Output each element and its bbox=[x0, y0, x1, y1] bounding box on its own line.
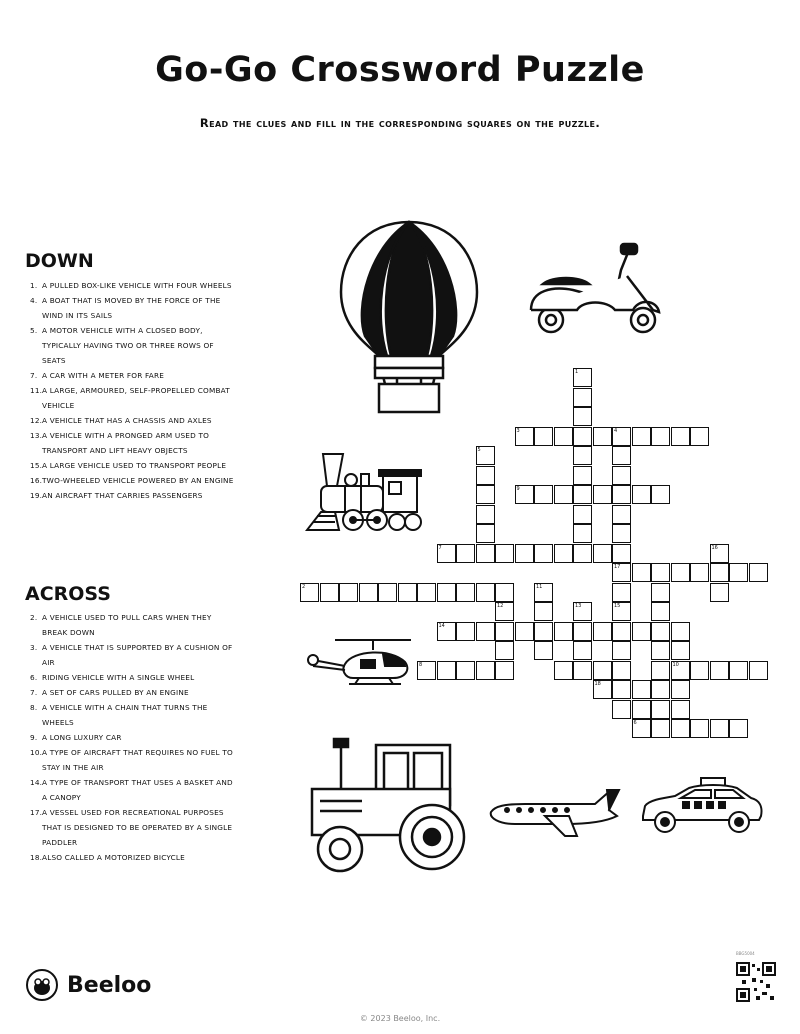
crossword-cell[interactable] bbox=[554, 485, 573, 504]
crossword-cell[interactable] bbox=[612, 700, 631, 719]
clue-text: RIDING VEHICLE WITH A SINGLE WHEEL bbox=[42, 673, 195, 682]
crossword-cell[interactable] bbox=[612, 544, 631, 563]
crossword-cell[interactable] bbox=[437, 661, 456, 680]
clue-text: A VEHICLE WITH A CHAIN THAT TURNS THE WHEELS bbox=[42, 703, 208, 727]
crossword-cell[interactable] bbox=[476, 446, 495, 465]
across-clue bbox=[30, 610, 235, 640]
clue-text: A VEHICLE THAT IS SUPPORTED BY A CUSHION OF AIR bbox=[42, 643, 233, 667]
crossword-cell[interactable] bbox=[729, 563, 748, 582]
cell-number: 6 bbox=[633, 720, 637, 726]
crossword-cell[interactable] bbox=[651, 719, 670, 738]
clue-text: A CAR WITH A METER FOR FARE bbox=[42, 371, 165, 380]
cell-number: 1 bbox=[575, 369, 579, 375]
crossword-cell[interactable] bbox=[339, 583, 358, 602]
crossword-cell[interactable] bbox=[573, 602, 592, 621]
across-clue bbox=[30, 700, 235, 730]
crossword-cell[interactable] bbox=[534, 544, 553, 563]
clue-text: TWO-WHEELED VEHICLE POWERED BY AN ENGINE bbox=[42, 476, 234, 485]
clue-number: 4. bbox=[30, 296, 38, 305]
clue-text: A TYPE OF TRANSPORT THAT USES A BASKET AND A CANOPY bbox=[42, 778, 233, 802]
crossword-cell[interactable] bbox=[651, 563, 670, 582]
cell-number: 13 bbox=[575, 603, 582, 609]
crossword-cell[interactable] bbox=[476, 661, 495, 680]
crossword-cell[interactable] bbox=[495, 641, 514, 660]
clue-text: A VEHICLE WITH A PRONGED ARM USED TO TRANSPORT AND LIFT HEAVY OBJECTS bbox=[42, 431, 210, 455]
crossword-cell[interactable] bbox=[612, 622, 631, 641]
crossword-cell[interactable] bbox=[573, 524, 592, 543]
scooter-illustration bbox=[523, 240, 665, 336]
clue-number: 18. bbox=[30, 853, 43, 862]
clue-number: 13. bbox=[30, 431, 43, 440]
clue-text: A LONG LUXURY CAR bbox=[42, 733, 122, 742]
across-clue bbox=[30, 745, 235, 775]
crossword-cell[interactable] bbox=[690, 563, 709, 582]
page-title: Go-Go Crossword Puzzle bbox=[155, 50, 645, 90]
clue-number: 19. bbox=[30, 491, 43, 500]
crossword-cell[interactable] bbox=[729, 719, 748, 738]
clue-number: 1. bbox=[30, 281, 38, 290]
crossword-cell[interactable] bbox=[632, 485, 651, 504]
crossword-cell[interactable] bbox=[593, 485, 612, 504]
crossword-cell[interactable] bbox=[534, 622, 553, 641]
clue-number: 17. bbox=[30, 808, 43, 817]
crossword-cell[interactable] bbox=[651, 680, 670, 699]
clue-number: 9. bbox=[30, 733, 38, 742]
crossword-cell[interactable] bbox=[593, 427, 612, 446]
across-clue-list bbox=[30, 610, 235, 865]
crossword-cell[interactable] bbox=[554, 427, 573, 446]
crossword-cell[interactable] bbox=[476, 583, 495, 602]
down-clue bbox=[30, 278, 235, 293]
crossword-cell[interactable] bbox=[651, 661, 670, 680]
crossword-cell[interactable] bbox=[690, 427, 709, 446]
crossword-cell[interactable] bbox=[612, 446, 631, 465]
down-clue-list bbox=[30, 278, 235, 503]
crossword-cell[interactable] bbox=[573, 505, 592, 524]
down-clue bbox=[30, 428, 235, 458]
crossword-cell[interactable] bbox=[476, 485, 495, 504]
clue-text: A LARGE VEHICLE USED TO TRANSPORT PEOPLE bbox=[42, 461, 227, 470]
crossword-cell[interactable] bbox=[573, 427, 592, 446]
cell-number: 16 bbox=[711, 544, 718, 551]
page-subtitle: Read the clues and fill in the corresponding squares on the puzzle. bbox=[199, 116, 601, 130]
clue-number: 5. bbox=[30, 326, 38, 335]
hot-air-balloon-illustration bbox=[335, 218, 483, 418]
crossword-cell[interactable] bbox=[515, 544, 534, 563]
cell-number: 5 bbox=[477, 447, 481, 453]
crossword-cell[interactable] bbox=[651, 622, 670, 641]
cell-number: 3 bbox=[516, 427, 520, 434]
cell-number: 12 bbox=[497, 603, 504, 609]
crossword-cell[interactable] bbox=[671, 700, 690, 719]
clue-text: AN AIRCRAFT THAT CARRIES PASSENGERS bbox=[42, 491, 203, 500]
copyright-text: © 2023 Beeloo, Inc. bbox=[359, 1014, 441, 1023]
crossword-cell[interactable] bbox=[710, 583, 729, 602]
across-clue bbox=[30, 775, 235, 805]
crossword-cell[interactable] bbox=[534, 583, 553, 602]
crossword-cell[interactable] bbox=[632, 700, 651, 719]
crossword-cell[interactable] bbox=[612, 602, 631, 621]
crossword-cell[interactable] bbox=[651, 700, 670, 719]
cell-number: 14 bbox=[438, 622, 445, 629]
crossword-cell[interactable] bbox=[476, 466, 495, 485]
crossword-cell[interactable] bbox=[554, 622, 573, 641]
crossword-cell[interactable] bbox=[417, 661, 436, 680]
clue-number: 12. bbox=[30, 416, 43, 425]
crossword-cell[interactable] bbox=[534, 641, 553, 660]
crossword-cell[interactable] bbox=[749, 563, 768, 582]
crossword-cell[interactable] bbox=[515, 622, 534, 641]
clue-number: 14. bbox=[30, 778, 43, 787]
down-clue bbox=[30, 413, 235, 428]
clue-text: A VEHICLE THAT HAS A CHASSIS AND AXLES bbox=[42, 416, 212, 425]
cell-number: 2 bbox=[302, 583, 306, 590]
clue-text: A BOAT THAT IS MOVED BY THE FORCE OF THE WIND IN ITS SAILS bbox=[42, 296, 221, 320]
crossword-cell[interactable] bbox=[476, 544, 495, 563]
crossword-cell[interactable] bbox=[359, 583, 378, 602]
crossword-cell[interactable] bbox=[456, 583, 475, 602]
cell-number: 7 bbox=[438, 544, 442, 551]
crossword-cell[interactable] bbox=[671, 641, 690, 660]
helicopter-illustration bbox=[305, 636, 413, 688]
tractor-illustration bbox=[306, 737, 468, 873]
crossword-cell[interactable] bbox=[476, 622, 495, 641]
crossword-cell[interactable] bbox=[456, 622, 475, 641]
across-clue bbox=[30, 685, 235, 700]
crossword-cell[interactable] bbox=[612, 485, 631, 504]
across-heading: ACROSS bbox=[25, 583, 111, 605]
down-clue bbox=[30, 293, 235, 323]
clue-text: A VESSEL USED FOR RECREATIONAL PURPOSES THAT IS DESIGNED TO BE OPERATED BY A SINGLE PADDLER bbox=[42, 808, 233, 847]
down-heading: DOWN bbox=[25, 250, 94, 272]
steam-train-illustration bbox=[305, 450, 433, 536]
clue-text: ALSO CALLED A MOTORIZED BICYCLE bbox=[42, 853, 185, 862]
crossword-cell[interactable] bbox=[534, 427, 553, 446]
crossword-cell[interactable] bbox=[456, 544, 475, 563]
down-clue bbox=[30, 488, 235, 503]
cell-number: 4 bbox=[614, 427, 618, 434]
brand-logo bbox=[25, 968, 151, 1002]
crossword-cell[interactable] bbox=[554, 544, 573, 563]
crossword-cell[interactable] bbox=[632, 563, 651, 582]
crossword-cell[interactable] bbox=[593, 622, 612, 641]
crossword-cell[interactable] bbox=[495, 544, 514, 563]
crossword-cell[interactable] bbox=[573, 661, 592, 680]
crossword-cell[interactable] bbox=[515, 485, 534, 504]
crossword-cell[interactable] bbox=[476, 524, 495, 543]
crossword-cell[interactable] bbox=[710, 719, 729, 738]
cell-number: 8 bbox=[419, 661, 423, 668]
crossword-cell[interactable] bbox=[671, 622, 690, 641]
crossword-cell[interactable] bbox=[534, 602, 553, 621]
crossword-cell[interactable] bbox=[632, 719, 651, 738]
crossword-cell[interactable] bbox=[476, 505, 495, 524]
crossword-cell[interactable] bbox=[632, 622, 651, 641]
down-clue bbox=[30, 368, 235, 383]
crossword-cell[interactable] bbox=[729, 661, 748, 680]
crossword-cell[interactable] bbox=[300, 583, 319, 602]
crossword-cell[interactable] bbox=[612, 680, 631, 699]
crossword-cell[interactable] bbox=[398, 583, 417, 602]
crossword-cell[interactable] bbox=[671, 719, 690, 738]
crossword-cell[interactable] bbox=[651, 641, 670, 660]
crossword-cell[interactable] bbox=[495, 661, 514, 680]
clue-text: A TYPE OF AIRCRAFT THAT REQUIRES NO FUEL TO STAY IN THE AIR bbox=[42, 748, 233, 772]
crossword-cell[interactable] bbox=[612, 466, 631, 485]
clue-number: 2. bbox=[30, 613, 38, 622]
product-code: BBG5004 bbox=[736, 951, 755, 956]
across-clue bbox=[30, 850, 235, 865]
crossword-cell[interactable] bbox=[495, 583, 514, 602]
down-clue bbox=[30, 383, 235, 413]
crossword-cell[interactable] bbox=[573, 622, 592, 641]
crossword-cell[interactable] bbox=[573, 485, 592, 504]
crossword-cell[interactable] bbox=[573, 641, 592, 660]
clue-number: 8. bbox=[30, 703, 38, 712]
clue-number: 6. bbox=[30, 673, 38, 682]
crossword-cell[interactable] bbox=[671, 563, 690, 582]
crossword-cell[interactable] bbox=[651, 485, 670, 504]
cell-number: 17 bbox=[614, 564, 621, 570]
across-clue bbox=[30, 730, 235, 745]
crossword-cell[interactable] bbox=[573, 544, 592, 563]
clue-text: A LARGE, ARMOURED, SELF-PROPELLED COMBAT VEHICLE bbox=[42, 386, 230, 410]
crossword-cell[interactable] bbox=[612, 505, 631, 524]
clue-number: 3. bbox=[30, 643, 38, 652]
crossword-cell[interactable] bbox=[632, 680, 651, 699]
crossword-cell[interactable] bbox=[671, 661, 690, 680]
cell-number: 11 bbox=[536, 583, 543, 590]
clue-number: 7. bbox=[30, 688, 38, 697]
crossword-cell[interactable] bbox=[690, 719, 709, 738]
cell-number: 15 bbox=[614, 603, 621, 609]
down-clue bbox=[30, 473, 235, 488]
crossword-cell[interactable] bbox=[320, 583, 339, 602]
across-clue bbox=[30, 640, 235, 670]
qr-code-icon bbox=[736, 962, 776, 1002]
crossword-cell[interactable] bbox=[593, 680, 612, 699]
airplane-illustration bbox=[485, 786, 625, 840]
brand-name: Beeloo bbox=[67, 972, 152, 998]
crossword-cell[interactable] bbox=[437, 622, 456, 641]
crossword-cell[interactable] bbox=[710, 544, 729, 563]
taxi-illustration bbox=[639, 776, 765, 836]
down-clue bbox=[30, 458, 235, 473]
crossword-cell[interactable] bbox=[612, 583, 631, 602]
crossword-cell[interactable] bbox=[573, 388, 592, 407]
clue-number: 16. bbox=[30, 476, 43, 485]
crossword-cell[interactable] bbox=[593, 544, 612, 563]
crossword-cell[interactable] bbox=[515, 427, 534, 446]
crossword-cell[interactable] bbox=[671, 680, 690, 699]
crossword-cell[interactable] bbox=[495, 602, 514, 621]
clue-text: A PULLED BOX-LIKE VEHICLE WITH FOUR WHEELS bbox=[42, 281, 232, 290]
crossword-cell[interactable] bbox=[554, 661, 573, 680]
crossword-cell[interactable] bbox=[651, 583, 670, 602]
crossword-cell[interactable] bbox=[593, 661, 612, 680]
crossword-cell[interactable] bbox=[573, 466, 592, 485]
crossword-cell[interactable] bbox=[612, 563, 631, 582]
cell-number: 18 bbox=[594, 681, 601, 687]
crossword-cell[interactable] bbox=[671, 427, 690, 446]
crossword-cell[interactable] bbox=[456, 661, 475, 680]
clue-text: A MOTOR VEHICLE WITH A CLOSED BODY, TYPICALLY HAVING TWO OR THREE ROWS OF SEATS bbox=[42, 326, 214, 365]
crossword-cell[interactable] bbox=[437, 583, 456, 602]
crossword-cell[interactable] bbox=[612, 427, 631, 446]
crossword-cell[interactable] bbox=[690, 661, 709, 680]
cell-number: 10 bbox=[672, 661, 679, 668]
across-clue bbox=[30, 805, 235, 850]
crossword-cell[interactable] bbox=[612, 641, 631, 660]
clue-number: 10. bbox=[30, 748, 43, 757]
across-clue bbox=[30, 670, 235, 685]
crossword-cell[interactable] bbox=[573, 368, 592, 387]
down-clue bbox=[30, 323, 235, 368]
clue-number: 11. bbox=[30, 386, 43, 395]
crossword-cell[interactable] bbox=[710, 661, 729, 680]
crossword-cell[interactable] bbox=[651, 602, 670, 621]
crossword-cell[interactable] bbox=[437, 544, 456, 563]
crossword-cell[interactable] bbox=[710, 563, 729, 582]
crossword-cell[interactable] bbox=[632, 427, 651, 446]
crossword-cell[interactable] bbox=[495, 622, 514, 641]
clue-number: 15. bbox=[30, 461, 43, 470]
crossword-cell[interactable] bbox=[749, 661, 768, 680]
crossword-cell[interactable] bbox=[573, 407, 592, 426]
clue-number: 7. bbox=[30, 371, 38, 380]
crossword-cell[interactable] bbox=[534, 485, 553, 504]
crossword-cell[interactable] bbox=[573, 446, 592, 465]
crossword-cell[interactable] bbox=[612, 661, 631, 680]
crossword-cell[interactable] bbox=[417, 583, 436, 602]
clue-text: A SET OF CARS PULLED BY AN ENGINE bbox=[42, 688, 189, 697]
cell-number: 9 bbox=[516, 486, 520, 492]
clue-text: A VEHICLE USED TO PULL CARS WHEN THEY BREAK DOWN bbox=[42, 613, 212, 637]
beeloo-bee-icon bbox=[25, 968, 59, 1002]
crossword-cell[interactable] bbox=[651, 427, 670, 446]
crossword-cell[interactable] bbox=[378, 583, 397, 602]
crossword-cell[interactable] bbox=[612, 524, 631, 543]
